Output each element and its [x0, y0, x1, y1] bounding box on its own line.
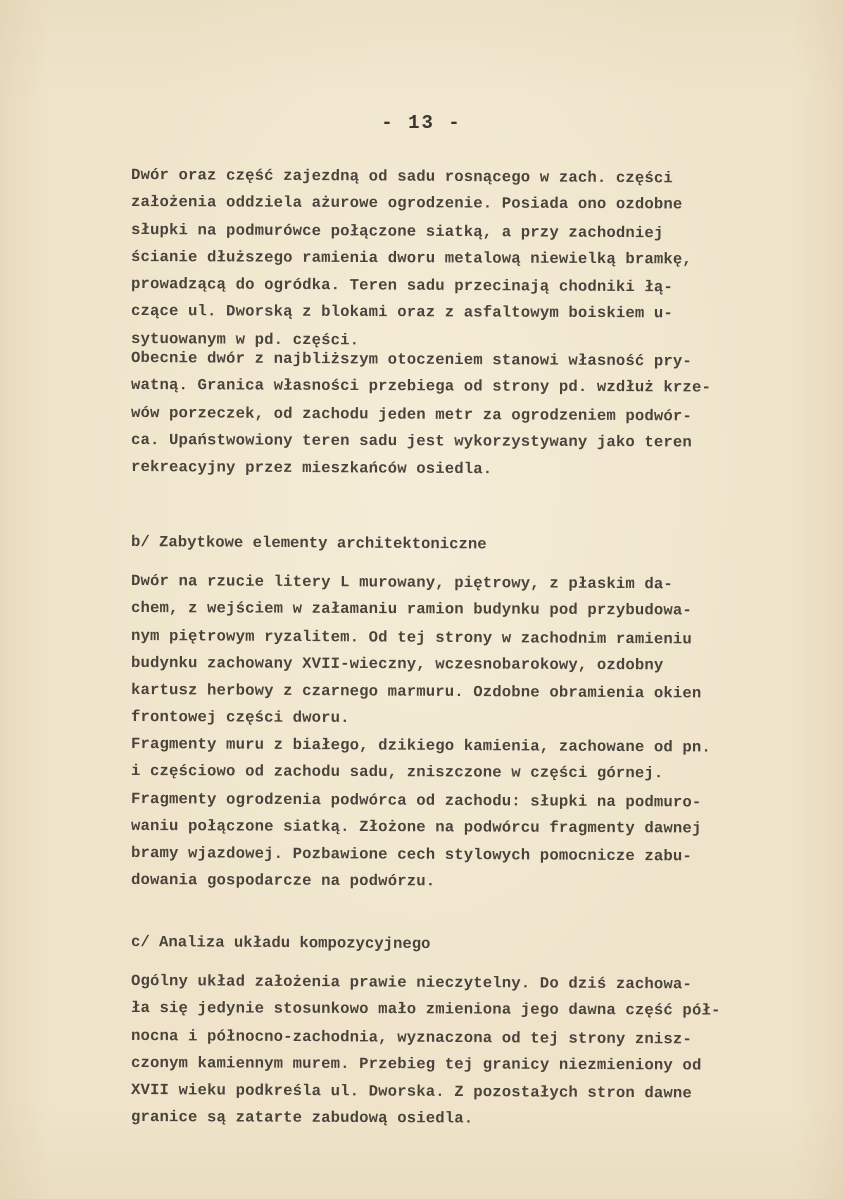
text-line: dowania gospodarcze na podwórzu.	[130, 871, 436, 891]
text-line: nocna i północno-zachodnia, wyznaczona od tej strony znisz-	[130, 1026, 693, 1049]
text-line: watną. Granica własności przebiega od strony pd. wzdłuż krze-	[130, 376, 712, 397]
text-line: prowadzącą do ogródka. Teren sadu przecinają chodniki łą-	[130, 275, 674, 297]
text-line: Fragmenty ogrodzenia podwórca od zachodu: słupki na podmuro-	[130, 789, 702, 812]
text-line: sytuowanym w pd. części.	[130, 329, 360, 350]
text-line: założenia oddziela ażurowe ogrodzenie. Posiada ono ozdobne	[130, 193, 683, 214]
text-line: chem, z wejściem w załamaniu ramion budynku pod przybudowa-	[130, 599, 693, 620]
paragraph-manor-description	[131, 568, 781, 732]
section-heading-architectural-elements: b/ Zabytkowe elementy architektoniczne	[130, 533, 487, 554]
paragraph-courtyard-fence	[131, 162, 781, 353]
text-line: ca. Upaństwowiony teren sadu jest wykorzystywany jako teren	[130, 430, 693, 452]
paragraph-wall-fragments	[131, 731, 781, 895]
text-line: Dwór na rzucie litery L murowany, piętrowy, z płaskim da-	[130, 572, 674, 594]
text-line: waniu połączone siatką. Złożone na podwórcu fragmenty dawnej	[130, 816, 702, 838]
text-line: ścianie dłuższego ramienia dworu metalową niewielką bramkę,	[130, 247, 693, 269]
text-line: Dwór oraz część zajezdną od sadu rosnącego w zach. części	[130, 166, 674, 188]
text-line: XVII wieku podkreśla ul. Dworska. Z pozostałych stron dawne	[130, 1081, 693, 1103]
text-line: wów porzeczek, od zachodu jeden metr za ogrodzeniem podwór-	[130, 403, 693, 426]
text-line: Fragmenty muru z białego, dzikiego kamienia, zachowane od pn.	[130, 735, 712, 757]
text-line: słupki na podmurówce połączone siatką, a przy zachodniej	[130, 220, 664, 242]
text-line: granice są zatarte zabudową osiedla.	[130, 1108, 474, 1128]
text-line: czące ul. Dworską z blokami oraz z asfaltowym boiskiem u-	[130, 302, 673, 323]
text-line: Ogólny układ założenia prawie nieczytelny. Do dziś zachowa-	[130, 972, 693, 994]
paragraph-layout-analysis	[131, 968, 781, 1132]
text-line: nym piętrowym ryzalitem. Od tej strony w zachodnim ramieniu	[130, 626, 693, 649]
text-line: czonym kamiennym murem. Przebieg tej granicy niezmieniony od	[130, 1053, 702, 1075]
paragraph-ownership	[131, 345, 781, 481]
text-line: frontowej części dworu.	[130, 708, 350, 728]
text-line: budynku zachowany XVII-wieczny, wczesnobarokowy, ozdobny	[130, 653, 664, 675]
text-line: i częściowo od zachodu sadu, zniszczone w części górnej.	[130, 762, 664, 783]
section-heading-composition-analysis: c/ Analiza układu kompozycyjnego	[130, 933, 431, 954]
text-line: Obecnie dwór z najbliższym otoczeniem stanowi własność pry-	[130, 349, 693, 371]
text-line: ła się jedynie stosunkowo mało zmieniona jego dawna część pół-	[130, 999, 721, 1020]
text-line: bramy wjazdowej. Pozbawione cech stylowych pomocnicze zabu-	[130, 844, 693, 866]
text-line: rekreacyjny przez mieszkańców osiedla.	[130, 458, 493, 479]
text-line: kartusz herbowy z czarnego marmuru. Ozdobne obramienia okien	[130, 681, 702, 703]
page-number: - 13 -	[381, 112, 462, 134]
